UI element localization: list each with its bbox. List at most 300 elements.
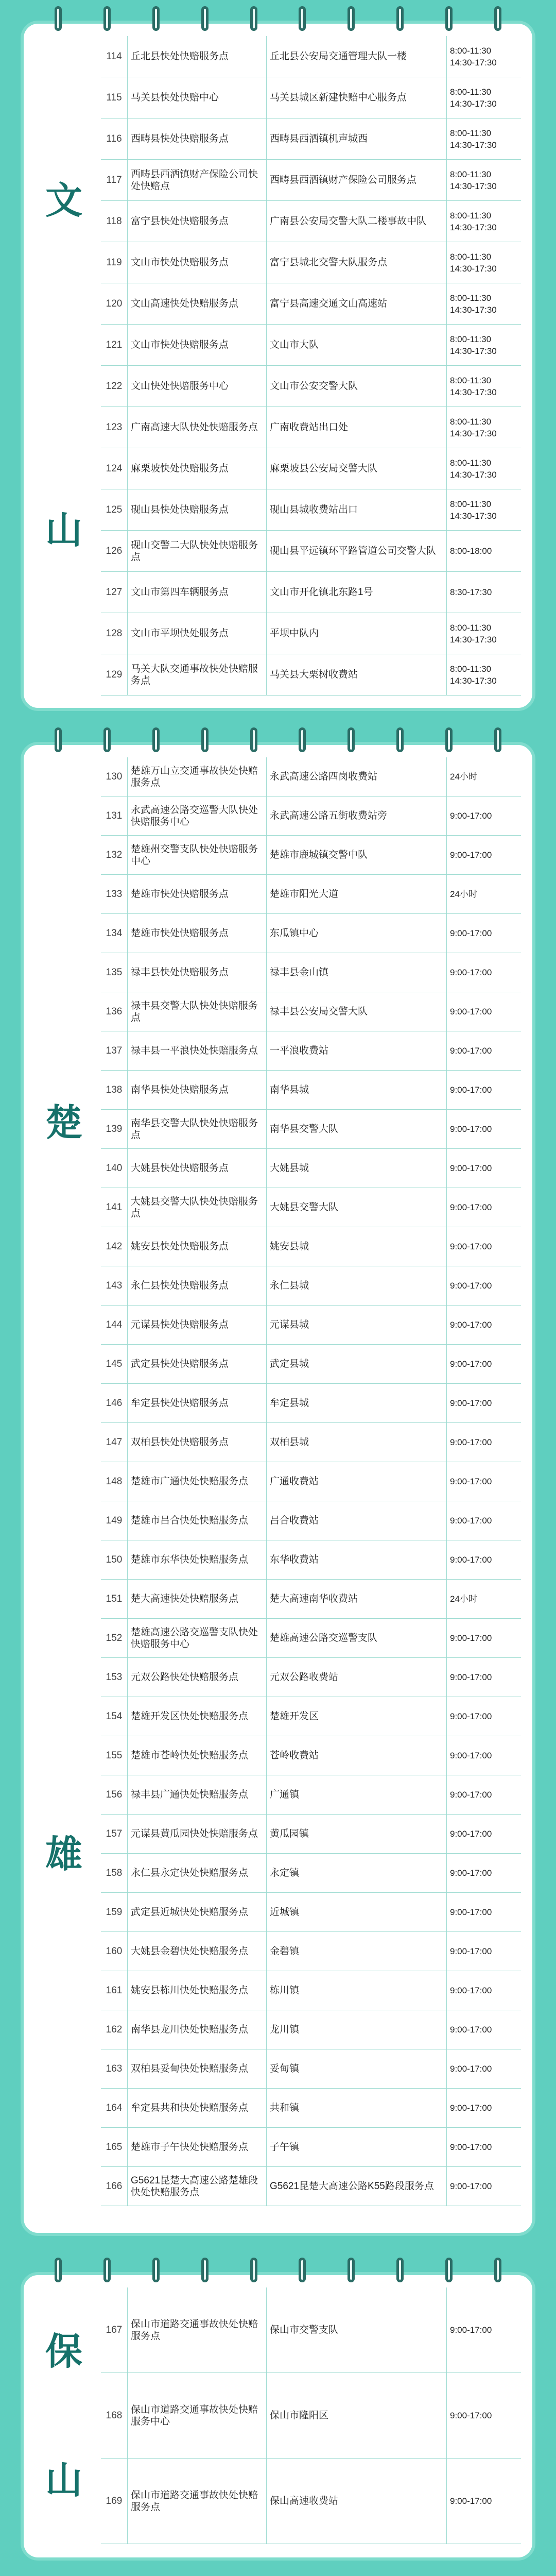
service-point-name: 保山市道路交通事故快处快赔服务点 (128, 2459, 267, 2544)
row-number: 119 (101, 242, 128, 283)
binder-ring (152, 6, 160, 31)
service-point-name: 马关大队交通事故快处快赔服务点 (128, 654, 267, 695)
table-row (101, 325, 521, 366)
row-number: 142 (101, 1227, 128, 1266)
service-hours: 9:00-17:00 (450, 1711, 492, 1721)
service-point-name: 武定县快处快赔服务点 (128, 1345, 267, 1383)
row-number: 156 (101, 1775, 128, 1814)
table-row (101, 757, 521, 796)
service-point-name: 双柏县妥甸快处快赔服务点 (128, 2049, 267, 2088)
row-number: 166 (101, 2167, 128, 2206)
binder-ring (445, 727, 453, 752)
service-point-address: 南华县交警大队 (267, 1110, 447, 1148)
binder-ring (55, 6, 62, 31)
row-number: 134 (101, 914, 128, 953)
row-number: 168 (101, 2373, 128, 2458)
service-point-name: 楚雄开发区快处快赔服务点 (128, 1697, 267, 1736)
table-row (101, 914, 521, 953)
service-point-name: 永仁县快处快赔服务点 (128, 1266, 267, 1305)
service-point-address: 吕合收费站 (267, 1501, 447, 1540)
service-point-name: 丘北县快处快赔服务点 (128, 36, 267, 77)
row-number: 165 (101, 2128, 128, 2166)
service-point-name: 南华县龙川快处快赔服务点 (128, 2010, 267, 2049)
table-row (101, 2010, 521, 2049)
row-number: 145 (101, 1345, 128, 1383)
binder-ring (250, 727, 257, 752)
service-hours: 9:00-17:00 (450, 1007, 492, 1016)
region-card (21, 742, 535, 2236)
service-hours: 24小时 (450, 889, 477, 899)
row-number: 123 (101, 407, 128, 448)
service-point-address: 禄丰县公安局交警大队 (267, 992, 447, 1031)
service-point-name: 南华县交警大队快处快赔服务点 (128, 1110, 267, 1148)
binder-ring (201, 727, 208, 752)
service-point-name: 姚安县快处快赔服务点 (128, 1227, 267, 1266)
service-point-address: 广通收费站 (267, 1462, 447, 1501)
row-number: 131 (101, 796, 128, 835)
table-row (101, 242, 521, 283)
table-row (101, 1227, 521, 1266)
service-point-name: 楚大高速快处快赔服务点 (128, 1580, 267, 1618)
service-hours: 9:00-17:00 (450, 2025, 492, 2035)
service-hours: 9:00-17:00 (450, 2142, 492, 2152)
service-point-address: 平坝中队内 (267, 613, 447, 654)
service-hours: 8:00-11:30 14:30-17:30 (450, 416, 497, 438)
binder-ring (299, 6, 306, 31)
table-row (101, 2459, 521, 2544)
service-point-address: 富宁县城北交警大队服务点 (267, 242, 447, 283)
service-point-address: 双柏县城 (267, 1423, 447, 1462)
table-row (101, 654, 521, 696)
service-point-address: 楚雄市鹿城镇交警中队 (267, 836, 447, 874)
binder-ring (396, 6, 404, 31)
service-point-name: 牟定县共和快处快赔服务点 (128, 2089, 267, 2127)
row-number: 138 (101, 1071, 128, 1109)
service-hours: 8:00-11:30 14:30-17:30 (450, 375, 497, 397)
service-hours: 9:00-17:00 (450, 1046, 492, 1056)
service-point-name: 楚雄市东华快处快赔服务点 (128, 1540, 267, 1579)
binder-ring (494, 2258, 501, 2282)
binder-ring (348, 727, 355, 752)
table-row (101, 283, 521, 325)
service-point-address: 一平浪收费站 (267, 1031, 447, 1070)
service-point-address: 苍岭收费站 (267, 1736, 447, 1775)
table-row (101, 407, 521, 448)
service-point-name: 大姚县交警大队快处快赔服务点 (128, 1188, 267, 1227)
service-hours: 9:00-17:00 (450, 1829, 492, 1839)
table-row (101, 1149, 521, 1188)
row-number: 118 (101, 201, 128, 242)
service-point-name: 元谋县快处快赔服务点 (128, 1306, 267, 1344)
row-number: 151 (101, 1580, 128, 1618)
row-number: 137 (101, 1031, 128, 1070)
service-point-address: 永定镇 (267, 1854, 447, 1892)
service-point-name: 楚雄市苍岭快处快赔服务点 (128, 1736, 267, 1775)
table-row (101, 1501, 521, 1540)
table-row (101, 2167, 521, 2206)
service-point-address: 东瓜镇中心 (267, 914, 447, 953)
service-point-address: 黄瓜园镇 (267, 1815, 447, 1853)
service-hours: 9:00-17:00 (450, 1516, 492, 1526)
row-number: 114 (101, 36, 128, 77)
binder-ring (445, 6, 453, 31)
service-point-address: 丘北县公安局交通管理大队一楼 (267, 36, 447, 77)
table-row (101, 1893, 521, 1932)
table-row (101, 2287, 521, 2373)
service-point-name: 牟定县快处快赔服务点 (128, 1384, 267, 1422)
service-hours: 8:00-11:30 14:30-17:30 (450, 251, 497, 274)
row-number: 116 (101, 118, 128, 159)
row-number: 169 (101, 2459, 128, 2544)
service-point-name: 麻栗坡快处快赔服务点 (128, 448, 267, 489)
table-row (101, 1619, 521, 1658)
table-row (101, 118, 521, 160)
service-point-name: 保山市道路交通事故快处快赔服务中心 (128, 2373, 267, 2458)
service-point-name: 大姚县快处快赔服务点 (128, 1149, 267, 1188)
service-point-address: 广通镇 (267, 1775, 447, 1814)
service-point-address: 富宁县高速交通文山高速站 (267, 283, 447, 324)
service-hours: 9:00-17:00 (450, 1907, 492, 1917)
service-hours: 8:00-11:30 14:30-17:30 (450, 210, 497, 232)
table-row (101, 992, 521, 1031)
service-hours: 9:00-17:00 (450, 1946, 492, 1956)
row-number: 140 (101, 1149, 128, 1188)
table-row (101, 572, 521, 613)
service-point-address: 麻栗坡县公安局交警大队 (267, 448, 447, 489)
row-number: 122 (101, 366, 128, 406)
service-hours: 8:00-11:30 14:30-17:30 (450, 45, 497, 67)
service-point-name: 楚雄市广通快处快赔服务点 (128, 1462, 267, 1501)
binder-ring (396, 727, 404, 752)
region-char: 山 (45, 2460, 82, 2501)
service-hours: 9:00-17:00 (450, 1124, 492, 1134)
service-point-address: 广南县公安局交警大队二楼事故中队 (267, 201, 447, 242)
binder-rings (55, 727, 501, 752)
region-label (35, 36, 93, 696)
service-hours: 9:00-17:00 (450, 1633, 492, 1643)
service-point-name: 文山市快处快赔服务点 (128, 325, 267, 365)
service-point-address: 广南收费站出口处 (267, 407, 447, 448)
service-hours: 8:00-11:30 14:30-17:30 (450, 664, 497, 686)
table-row (101, 1854, 521, 1893)
service-point-name: 砚山县快处快赔服务点 (128, 489, 267, 530)
row-number: 157 (101, 1815, 128, 1853)
service-point-name: 楚雄万山立交通事故快处快赔服务点 (128, 757, 267, 796)
service-hours: 9:00-17:00 (450, 1242, 492, 1251)
table-row (101, 160, 521, 201)
service-point-address: 永武高速公路四岗收费站 (267, 757, 447, 796)
service-point-address: 保山高速收费站 (267, 2459, 447, 2544)
service-hours: 8:00-11:30 14:30-17:30 (450, 499, 497, 521)
table-row (101, 1736, 521, 1775)
binder-ring (250, 2258, 257, 2282)
service-point-name: 楚雄州交警支队快处快赔服务中心 (128, 836, 267, 874)
service-point-name: 永仁县永定快处快赔服务点 (128, 1854, 267, 1892)
service-hours: 8:00-11:30 14:30-17:30 (450, 128, 497, 150)
table-row (101, 77, 521, 118)
service-point-address: 永武高速公路五街收费站旁 (267, 796, 447, 835)
service-point-name: G5621昆楚大高速公路楚雄段快处快赔服务点 (128, 2167, 267, 2206)
binder-rings (55, 6, 501, 31)
service-point-name: 广南高速大队快处快赔服务点 (128, 407, 267, 448)
table-row (101, 1110, 521, 1149)
service-point-name: 文山快处快赔服务中心 (128, 366, 267, 406)
service-hours: 9:00-17:00 (450, 2181, 492, 2191)
row-number: 158 (101, 1854, 128, 1892)
table-row (101, 1580, 521, 1619)
service-hours: 9:00-17:00 (450, 968, 492, 977)
table-row (101, 1071, 521, 1110)
service-hours: 9:00-17:00 (450, 2411, 492, 2420)
service-hours: 9:00-17:00 (450, 1555, 492, 1565)
table-row (101, 1697, 521, 1736)
row-number: 155 (101, 1736, 128, 1775)
service-hours: 9:00-17:00 (450, 1672, 492, 1682)
service-hours: 9:00-17:00 (450, 1085, 492, 1095)
service-hours: 8:00-11:30 14:30-17:30 (450, 169, 497, 191)
service-point-address: 大姚县城 (267, 1149, 447, 1188)
service-hours: 9:00-17:00 (450, 928, 492, 938)
binder-ring (55, 727, 62, 752)
service-point-name: 禄丰县交警大队快处快赔服务点 (128, 992, 267, 1031)
region-label (35, 757, 93, 2221)
row-number: 115 (101, 77, 128, 118)
row-number: 149 (101, 1501, 128, 1540)
service-point-address: 楚雄开发区 (267, 1697, 447, 1736)
row-number: 139 (101, 1110, 128, 1148)
service-table (101, 757, 521, 2206)
service-hours: 8:00-18:00 (450, 546, 492, 556)
row-number: 167 (101, 2287, 128, 2372)
service-hours: 8:00-11:30 14:30-17:30 (450, 293, 497, 315)
service-point-name: 元谋县黄瓜园快处快赔服务点 (128, 1815, 267, 1853)
service-hours: 9:00-17:00 (450, 1320, 492, 1330)
row-number: 146 (101, 1384, 128, 1422)
region-char: 雄 (45, 1834, 82, 1875)
row-number: 120 (101, 283, 128, 324)
service-point-address: 元谋县城 (267, 1306, 447, 1344)
row-number: 159 (101, 1893, 128, 1931)
binder-ring (299, 2258, 306, 2282)
service-point-address: 南华县城 (267, 1071, 447, 1109)
binder-ring (494, 727, 501, 752)
service-point-name: 保山市道路交通事故快处快赔服务点 (128, 2287, 267, 2372)
row-number: 125 (101, 489, 128, 530)
region-label (35, 2287, 93, 2545)
service-point-name: 文山市平坝快处服务点 (128, 613, 267, 654)
service-hours: 8:00-11:30 14:30-17:30 (450, 622, 497, 645)
table-row (101, 1031, 521, 1071)
service-point-address: 楚大高速南华收费站 (267, 1580, 447, 1618)
service-point-address: 文山市大队 (267, 325, 447, 365)
service-point-address: 禄丰县金山镇 (267, 953, 447, 992)
table-row (101, 1540, 521, 1580)
row-number: 127 (101, 572, 128, 613)
service-hours: 9:00-17:00 (450, 2496, 492, 2506)
binder-ring (152, 727, 160, 752)
service-point-address: 保山市隆阳区 (267, 2373, 447, 2458)
service-point-name: 禄丰县快处快赔服务点 (128, 953, 267, 992)
table-row (101, 1775, 521, 1815)
table-row (101, 489, 521, 531)
region-card (21, 21, 535, 711)
region-card (21, 2272, 535, 2561)
table-row (101, 2128, 521, 2167)
row-number: 117 (101, 160, 128, 200)
table-row (101, 2089, 521, 2128)
service-table (101, 36, 521, 696)
region-char: 楚 (45, 1103, 82, 1144)
table-row (101, 201, 521, 242)
service-hours: 8:00-11:30 14:30-17:30 (450, 457, 497, 480)
service-point-address: 金碧镇 (267, 1932, 447, 1971)
row-number: 153 (101, 1658, 128, 1697)
service-hours: 9:00-17:00 (450, 2325, 492, 2335)
binder-ring (103, 727, 111, 752)
service-point-name: 文山市快处快赔服务点 (128, 242, 267, 283)
service-point-name: 楚雄市快处快赔服务点 (128, 914, 267, 953)
service-point-address: 马关县城区新建快赔中心服务点 (267, 77, 447, 118)
table-row (101, 836, 521, 875)
table-row (101, 1971, 521, 2010)
service-hours: 9:00-17:00 (450, 2103, 492, 2113)
region-char: 文 (45, 180, 82, 222)
service-point-address: 元双公路收费站 (267, 1658, 447, 1697)
service-point-name: 西畴县西洒镇财产保险公司快处快赔点 (128, 160, 267, 200)
service-point-address: 西畴县西洒镇机声城西 (267, 118, 447, 159)
table-row (101, 448, 521, 489)
service-point-address: 西畴县西洒镇财产保险公司服务点 (267, 160, 447, 200)
service-point-address: 近城镇 (267, 1893, 447, 1931)
table-row (101, 2049, 521, 2089)
service-point-name: 楚雄市吕合快处快赔服务点 (128, 1501, 267, 1540)
service-point-address: 楚雄市阳光大道 (267, 875, 447, 913)
service-point-address: 共和镇 (267, 2089, 447, 2127)
row-number: 141 (101, 1188, 128, 1227)
service-point-name: 双柏县快处快赔服务点 (128, 1423, 267, 1462)
service-hours: 9:00-17:00 (450, 2064, 492, 2074)
service-point-address: 砚山县平远镇环平路管道公司交警大队 (267, 531, 447, 571)
service-hours: 9:00-17:00 (450, 1398, 492, 1408)
row-number: 150 (101, 1540, 128, 1579)
binder-ring (103, 2258, 111, 2282)
row-number: 152 (101, 1619, 128, 1657)
row-number: 135 (101, 953, 128, 992)
service-point-name: 禄丰县一平浪快处快赔服务点 (128, 1031, 267, 1070)
service-hours: 9:00-17:00 (450, 1751, 492, 1760)
binder-ring (348, 6, 355, 31)
row-number: 143 (101, 1266, 128, 1305)
service-point-address: 文山市公安交警大队 (267, 366, 447, 406)
service-hours: 24小时 (450, 1594, 477, 1604)
binder-ring (152, 2258, 160, 2282)
table-row (101, 2373, 521, 2459)
service-point-address: 楚雄高速公路交巡警支队 (267, 1619, 447, 1657)
row-number: 132 (101, 836, 128, 874)
table-row (101, 1932, 521, 1971)
service-point-name: 文山市第四车辆服务点 (128, 572, 267, 613)
service-point-name: 马关县快处快赔中心 (128, 77, 267, 118)
binder-ring (494, 6, 501, 31)
service-point-name: 砚山交警二大队快处快赔服务点 (128, 531, 267, 571)
table-row (101, 875, 521, 914)
service-point-address: 文山市开化镇北东路1号 (267, 572, 447, 613)
service-point-name: 文山高速快处快赔服务点 (128, 283, 267, 324)
service-point-name: 楚雄市快处快赔服务点 (128, 875, 267, 913)
row-number: 148 (101, 1462, 128, 1501)
service-hours: 9:00-17:00 (450, 811, 492, 821)
binder-ring (299, 727, 306, 752)
row-number: 133 (101, 875, 128, 913)
service-point-address: 永仁县城 (267, 1266, 447, 1305)
row-number: 130 (101, 757, 128, 796)
service-point-address: 姚安县城 (267, 1227, 447, 1266)
table-row (101, 531, 521, 572)
table-row (101, 36, 521, 77)
service-hours: 9:00-17:00 (450, 1477, 492, 1486)
service-hours: 9:00-17:00 (450, 1790, 492, 1800)
service-point-name: 楚雄市子午快处快赔服务点 (128, 2128, 267, 2166)
service-hours: 9:00-17:00 (450, 1986, 492, 1995)
service-point-address: 保山市交警支队 (267, 2287, 447, 2372)
region-char: 保 (45, 2331, 82, 2372)
service-point-address: 子午镇 (267, 2128, 447, 2166)
row-number: 136 (101, 992, 128, 1031)
binder-rings (55, 2258, 501, 2282)
service-hours: 9:00-17:00 (450, 1868, 492, 1878)
table-row (101, 1345, 521, 1384)
service-point-address: 东华收费站 (267, 1540, 447, 1579)
table-row (101, 1384, 521, 1423)
service-point-address: 妥甸镇 (267, 2049, 447, 2088)
region-char: 山 (45, 510, 82, 551)
service-point-name: 楚雄高速公路交巡警支队快处快赔服务中心 (128, 1619, 267, 1657)
service-hours: 9:00-17:00 (450, 1281, 492, 1291)
service-point-address: 马关县大栗树收费站 (267, 654, 447, 695)
service-point-name: 姚安县栋川快处快赔服务点 (128, 1971, 267, 2010)
binder-ring (55, 2258, 62, 2282)
row-number: 160 (101, 1932, 128, 1971)
binder-ring (396, 2258, 404, 2282)
row-number: 164 (101, 2089, 128, 2127)
service-hours: 9:00-17:00 (450, 1359, 492, 1369)
table-row (101, 1188, 521, 1227)
service-point-address: 栋川镇 (267, 1971, 447, 2010)
row-number: 124 (101, 448, 128, 489)
table-row (101, 796, 521, 836)
service-point-name: 永武高速公路交巡警大队快处快赔服务中心 (128, 796, 267, 835)
row-number: 126 (101, 531, 128, 571)
binder-ring (445, 2258, 453, 2282)
binder-ring (201, 6, 208, 31)
table-row (101, 1462, 521, 1501)
row-number: 163 (101, 2049, 128, 2088)
binder-ring (103, 6, 111, 31)
row-number: 144 (101, 1306, 128, 1344)
row-number: 121 (101, 325, 128, 365)
table-row (101, 366, 521, 407)
service-point-name: 南华县快处快赔服务点 (128, 1071, 267, 1109)
table-row (101, 1306, 521, 1345)
service-point-name: 元双公路快处快赔服务点 (128, 1658, 267, 1697)
row-number: 129 (101, 654, 128, 695)
service-point-address: 牟定县城 (267, 1384, 447, 1422)
service-point-name: 武定县近城快处快赔服务点 (128, 1893, 267, 1931)
row-number: 128 (101, 613, 128, 654)
service-hours: 8:00-11:30 14:30-17:30 (450, 87, 497, 109)
service-point-name: 西畴县快处快赔服务点 (128, 118, 267, 159)
service-hours: 9:00-17:00 (450, 1202, 492, 1212)
